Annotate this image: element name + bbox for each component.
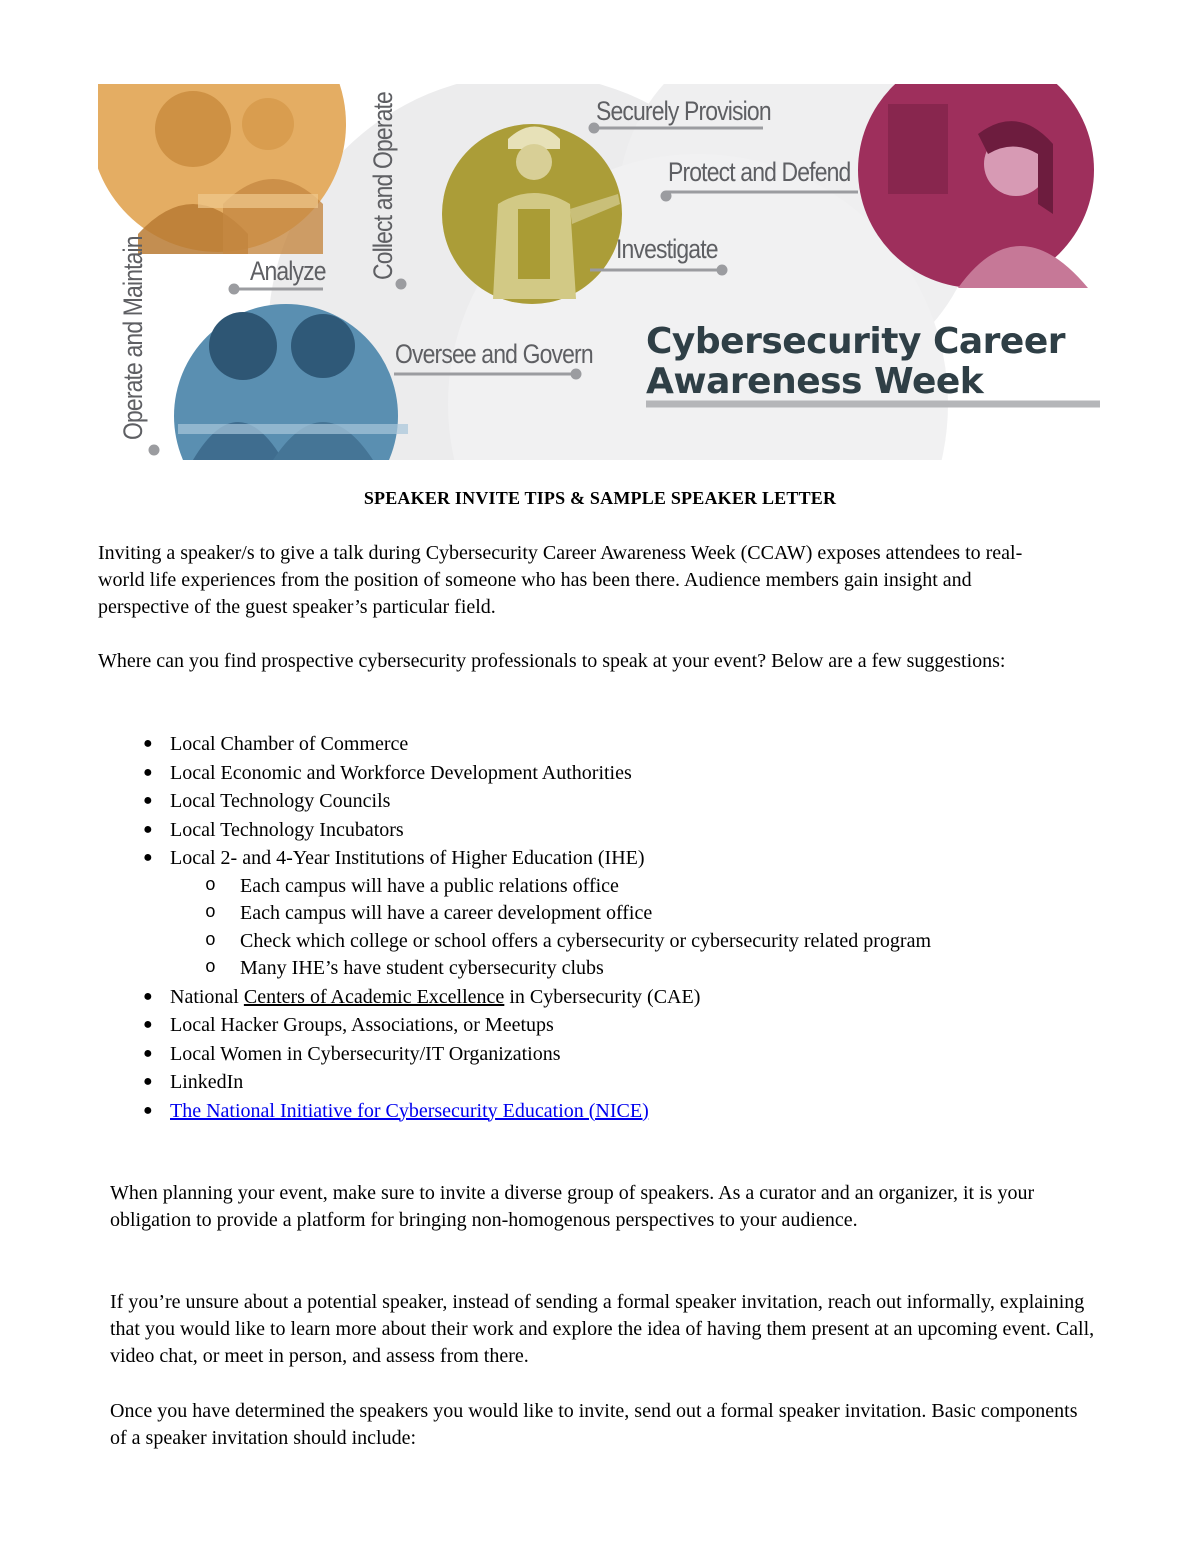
sublist-item bbox=[170, 928, 931, 956]
circle-bullet-icon: o bbox=[205, 930, 216, 951]
bullet-icon: ● bbox=[143, 1101, 153, 1119]
diversity-paragraph: When planning your event, make sure to invite a diverse group of speakers. As a curator and an organizer, it is your obligation to provide a platform for bringing non-homogenous perspectives to your audience. bbox=[110, 1182, 1035, 1231]
sublist-item-label: Many IHE’s have student cybersecurity clubs bbox=[240, 957, 604, 979]
list-item-label-prefix: National bbox=[170, 985, 244, 1008]
list-item-label: Local Technology Councils bbox=[170, 790, 391, 812]
banner-graphic bbox=[98, 84, 1100, 460]
once-paragraph: Once you have determined the speakers you would like to invite, send out a formal speaker invitation. Basic components of a speaker invitation should include: bbox=[110, 1400, 1078, 1449]
list-item-label: Local Women in Cybersecurity/IT Organizations bbox=[170, 1042, 561, 1065]
list-item bbox=[98, 787, 931, 816]
list-item bbox=[98, 1097, 931, 1126]
list-item bbox=[98, 730, 931, 759]
circle-bullet-icon: o bbox=[205, 903, 216, 923]
list-item bbox=[98, 816, 931, 845]
tag-investigate: Investigate bbox=[616, 234, 718, 264]
list-item-label: Local Hacker Groups, Associations, or Meetups bbox=[170, 1014, 554, 1036]
photo-circle-olive bbox=[442, 124, 622, 304]
circle-bullet-icon: o bbox=[205, 875, 216, 896]
sublist-item-label: Each campus will have a career development office bbox=[240, 902, 653, 924]
bullet-icon: ● bbox=[143, 820, 153, 838]
sublist-item-label: Check which college or school offers a cybersecurity or cybersecurity related program bbox=[240, 929, 932, 952]
photo-circle-orange bbox=[98, 84, 346, 254]
list-item-label: Local Economic and Workforce Development Authorities bbox=[170, 761, 632, 784]
sublist-item bbox=[170, 900, 931, 928]
ihe-sublist bbox=[170, 873, 931, 983]
tag-operate-and-maintain: Operate and Maintain bbox=[118, 236, 148, 440]
list-item bbox=[98, 1011, 931, 1040]
bullet-icon: ● bbox=[143, 763, 153, 781]
bullet-icon: ● bbox=[143, 792, 153, 809]
brand-title-line2: Awareness Week bbox=[646, 361, 984, 402]
tag-protect-and-defend: Protect and Defend bbox=[668, 157, 851, 187]
brand-title bbox=[646, 322, 1065, 402]
list-item-label: Local 2- and 4-Year Institutions of Higher Education (IHE) bbox=[170, 847, 645, 869]
list-item-label: Local Technology Incubators bbox=[170, 818, 404, 841]
list-item-label-suffix: in Cybersecurity (CAE) bbox=[504, 985, 701, 1008]
bullet-icon: ● bbox=[143, 987, 153, 1005]
bullet-icon: ● bbox=[143, 849, 153, 866]
sublist-item bbox=[170, 873, 931, 901]
document-title: SPEAKER INVITE TIPS & SAMPLE SPEAKER LETTER bbox=[363, 488, 837, 508]
tag-securely-provision: Securely Provision bbox=[596, 96, 771, 126]
intro-paragraph: Inviting a speaker/s to give a talk during Cybersecurity Career Awareness Week (CCAW) exposes attendees to real-world life experiences from the position of someone who has been there. Audience members gain insight and perspective of the guest speaker’s particular field. bbox=[98, 542, 1023, 618]
tag-analyze: Analyze bbox=[250, 256, 326, 286]
tag-oversee-and-govern: Oversee and Govern bbox=[395, 339, 593, 369]
list-item-label: Local Chamber of Commerce bbox=[170, 733, 409, 755]
banner bbox=[98, 84, 1100, 460]
list-item bbox=[98, 983, 931, 1012]
sublist-item-label: Each campus will have a public relations office bbox=[240, 874, 619, 897]
list-item bbox=[98, 1040, 931, 1069]
unsure-paragraph: If you’re unsure about a potential speaker, instead of sending a formal speaker invitation, reach out informally, explaining that you would like to learn more about their work and explore the idea of having them present at an upcoming event. Call, video chat, or meet in person, and assess from there. bbox=[110, 1291, 1095, 1367]
bullet-icon: ● bbox=[143, 1016, 153, 1033]
tag-collect-and-operate: Collect and Operate bbox=[368, 92, 398, 281]
list-item-label: LinkedIn bbox=[170, 1071, 244, 1093]
list-item bbox=[98, 759, 931, 788]
circle-bullet-icon: o bbox=[205, 958, 216, 978]
bullet-icon: ● bbox=[143, 1073, 153, 1090]
nice-link[interactable]: The National Initiative for Cybersecurity Education (NICE) bbox=[170, 1099, 649, 1122]
bullet-icon: ● bbox=[143, 735, 153, 752]
brand-title-line1: Cybersecurity Career bbox=[646, 321, 1065, 362]
suggestions-list bbox=[98, 730, 931, 1125]
list-item bbox=[98, 844, 931, 983]
question-paragraph: Where can you find prospective cybersecurity professionals to speak at your event? Below are a few suggestions: bbox=[98, 650, 1006, 672]
list-item bbox=[98, 1068, 931, 1097]
bullet-icon: ● bbox=[143, 1044, 153, 1062]
cae-underlined-text: Centers of Academic Excellence bbox=[243, 985, 505, 1008]
sublist-item bbox=[170, 955, 931, 983]
